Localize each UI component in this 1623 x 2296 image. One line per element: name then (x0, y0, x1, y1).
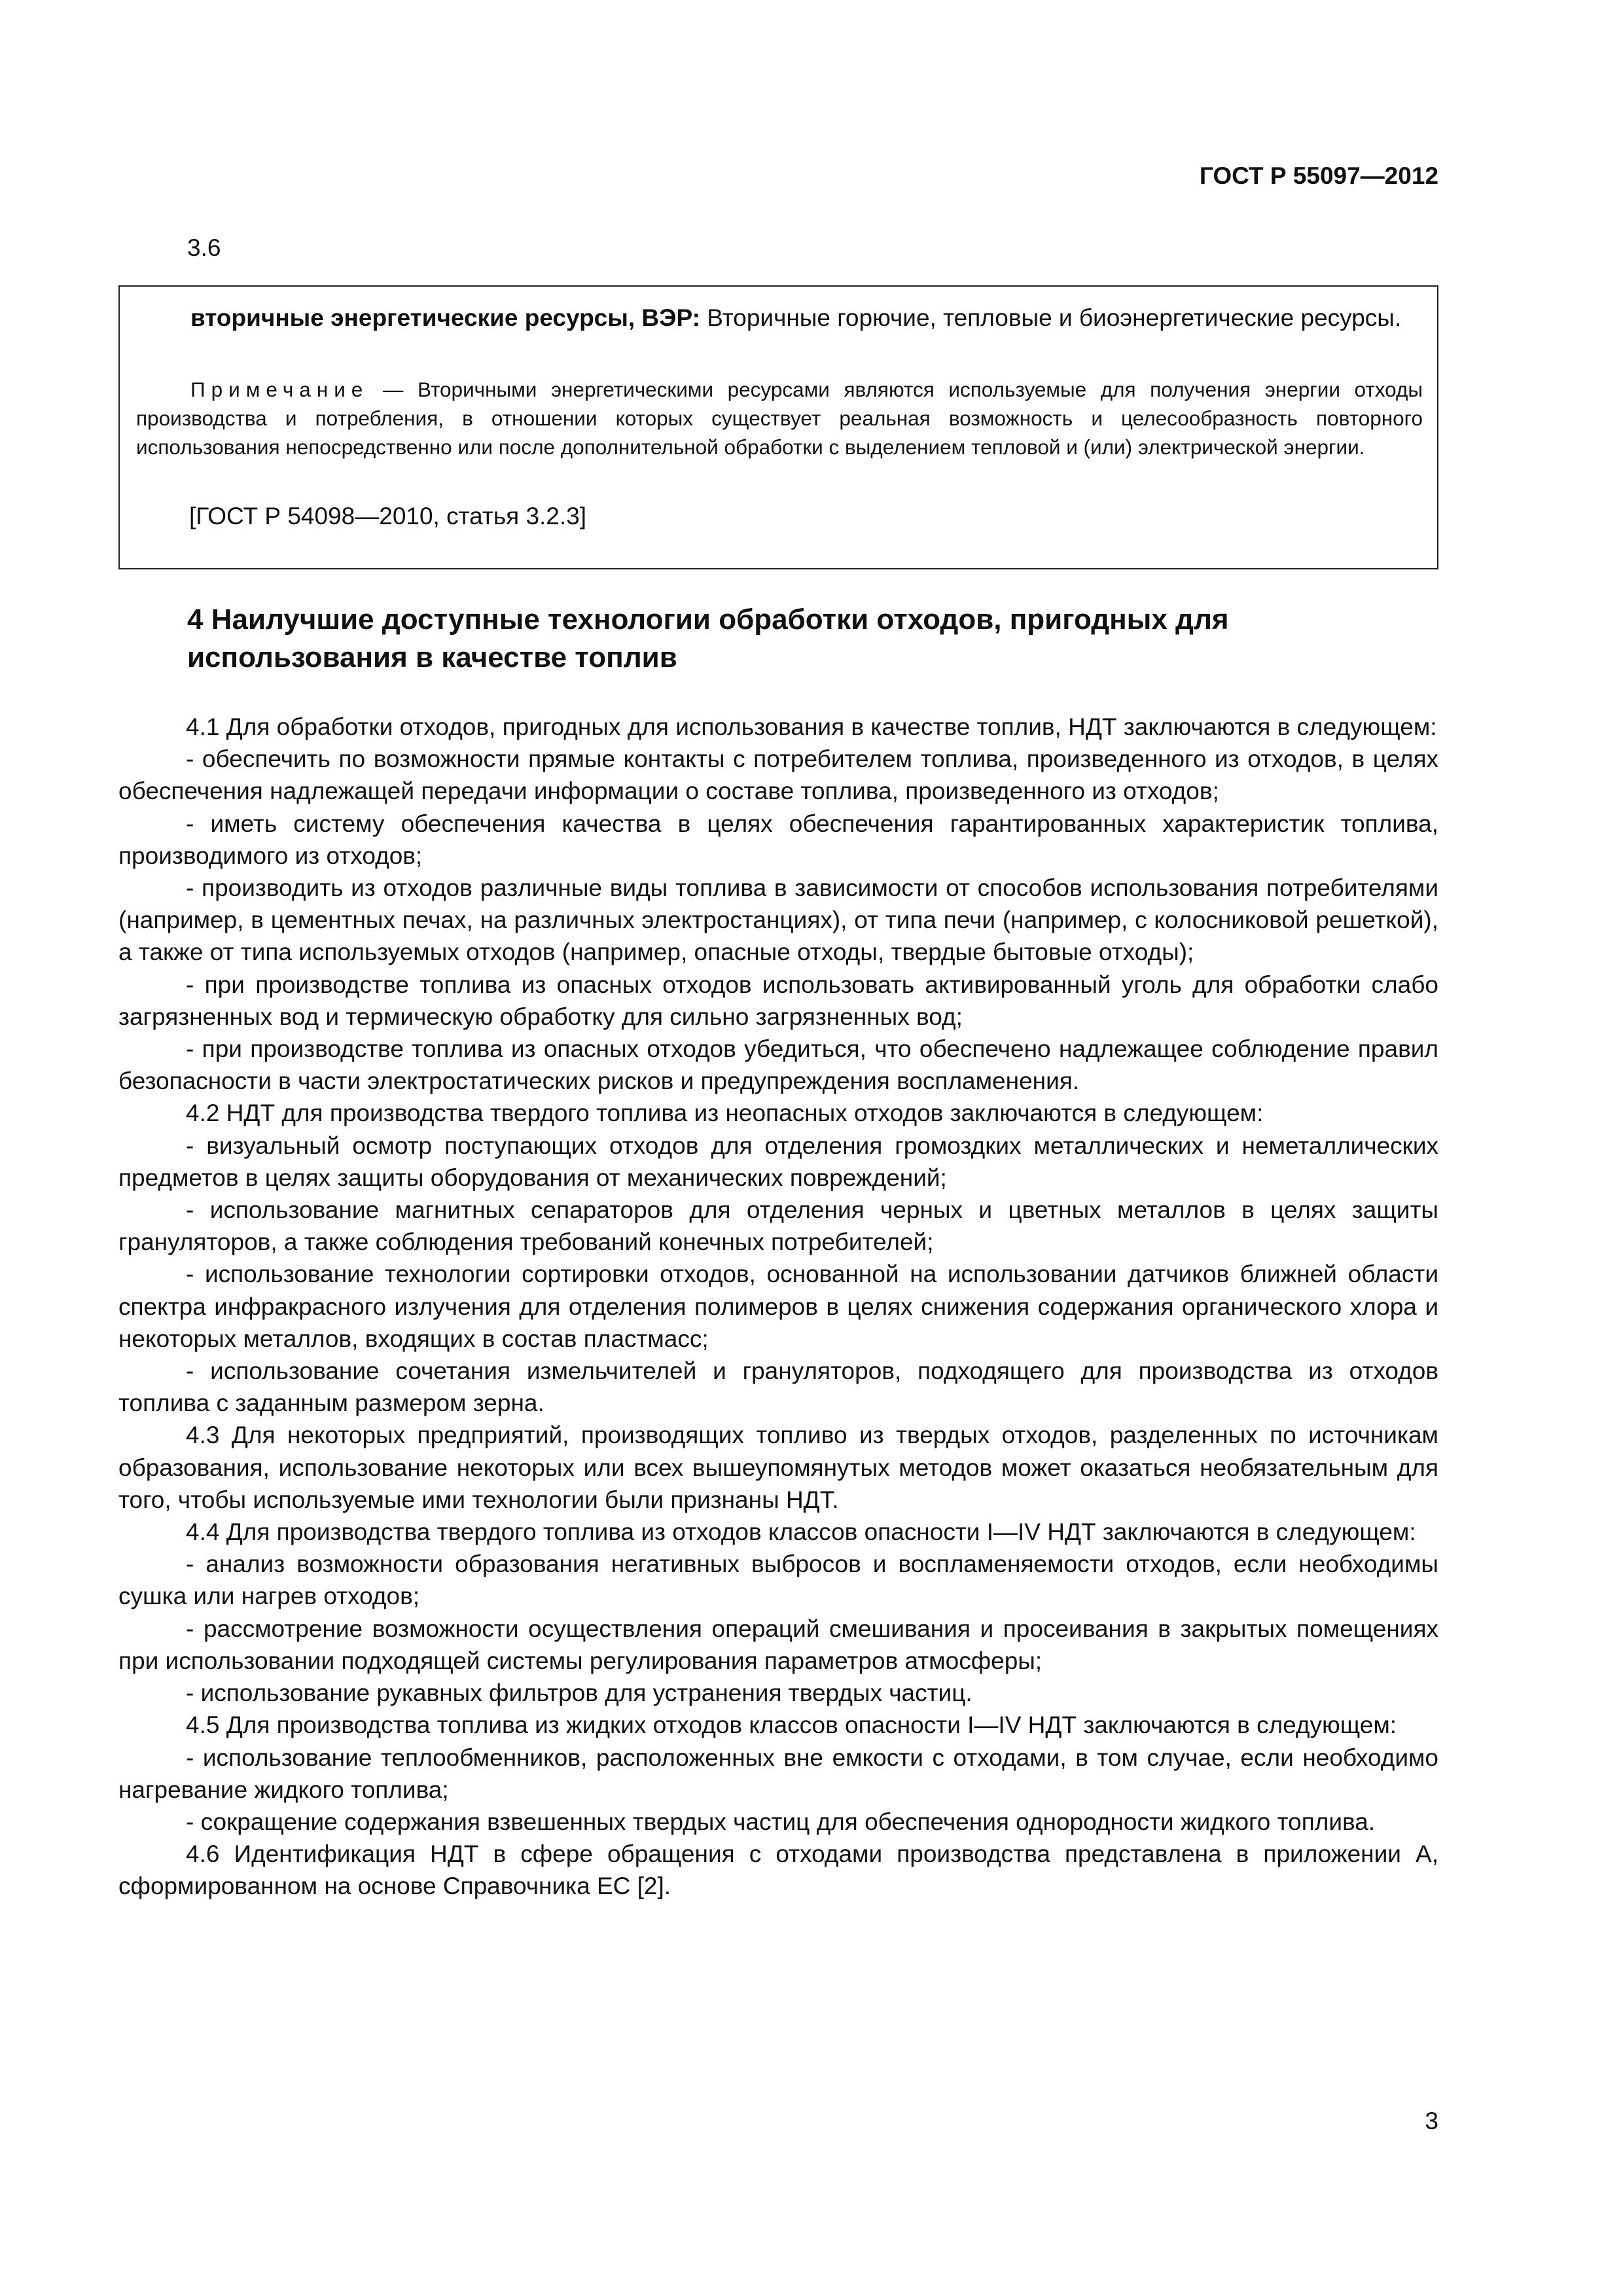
term-definition (120, 301, 1437, 335)
document-header: ГОСТ Р 55097—2012 (1199, 162, 1438, 189)
paragraph: 4.6 Идентификация НДТ в сфере обращения с отходами производства представлена в приложении А, сформированном на основе Справочника ЕС [2]. (118, 1840, 1438, 1900)
list-item: - визуальный осмотр поступающих отходов для отделения громоздких металлических и неметаллических предметов в целях защиты оборудования от механических повреждений; (118, 1132, 1438, 1191)
section-title: 4 Наилучшие доступные технологии обработки отходов, пригодных для использования в качестве топлив (187, 603, 1229, 673)
list-item: - при производстве топлива из опасных отходов убедиться, что обеспечено надлежащее соблюдение правил безопасности в части электростатических рисков и предупреждения воспламенения. (118, 1035, 1438, 1095)
note-label: Примечание (190, 378, 369, 401)
list-item: - иметь систему обеспечения качества в целях обеспечения гарантированных характеристик топлива, производимого из отходов; (118, 810, 1438, 869)
term-reference: [ГОСТ Р 54098—2010, статья 3.2.3] (189, 503, 587, 529)
list-item: - использование рукавных фильтров для устранения твердых частиц. (186, 1679, 972, 1707)
list-item: - использование теплообменников, расположенных вне емкости с отходами, в том случае, если необходимо нагревание жидкого топлива; (118, 1744, 1438, 1803)
list-item: - использование сочетания измельчителей и грануляторов, подходящего для производства из отходов топлива с заданным размером зерна. (118, 1357, 1438, 1417)
list-item: - анализ возможности образования негативных выбросов и воспламеняемости отходов, если необходимы сушка или нагрев отходов; (118, 1551, 1438, 1610)
list-item: - рассмотрение возможности осуществления операций смешивания и просеивания в закрытых помещениях при использовании подходящей системы регулирования параметров атмосферы; (118, 1615, 1438, 1674)
page-number: 3 (1425, 2108, 1438, 2134)
paragraph: 4.5 Для производства топлива из жидких отходов классов опасности I—IV НДТ заключаются в следующем: (186, 1712, 1397, 1739)
list-item: - при производстве топлива из опасных отходов использовать активированный уголь для обработки слабо загрязненных вод и термическую обработку для сильно загрязненных вод; (118, 971, 1438, 1030)
term-definition-text: Вторичные горючие, тепловые и биоэнергетические ресурсы. (707, 304, 1402, 331)
list-item: - использование магнитных сепараторов для отделения черных и цветных металлов в целях защиты грануляторов, а также соблюдения требований конечных потребителей; (118, 1196, 1438, 1256)
list-item: - обеспечить по возможности прямые контакты с потребителем топлива, произведенного из отходов, в целях обеспечения надлежащей передачи информации о составе топлива, произведенного из отходов; (118, 745, 1438, 805)
term-number: 3.6 (187, 234, 221, 261)
list-item: - сокращение содержания взвешенных твердых частиц для обеспечения однородности жидкого топлива. (186, 1808, 1376, 1835)
note-text: — Вторичными энергетическими ресурсами являются используемые для получения энергии отходы производства и потребления, в отношении которых существует реальная возможность и целесообразность повторного использования непосредственно или после дополнительной обработки с выделением тепловой и (или) электрической энергии. (136, 378, 1423, 459)
paragraph: 4.4 Для производства твердого топлива из отходов классов опасности I—IV НДТ заключаются в следующем: (186, 1518, 1416, 1546)
list-item: - использование технологии сортировки отходов, основанной на использовании датчиков ближней области спектра инфракрасного излучения для отделения полимеров в целях снижения содержания органического хлора и некоторых металлов, входящих в состав пластмасс; (118, 1261, 1438, 1352)
list-item: - производить из отходов различные виды топлива в зависимости от способов использования потребителями (например, в цементных печах, на различных электростанциях), от типа печи (например, с колосниковой решеткой), а также от типа используемых отходов (например, опасные отходы, твердые бытовые отходы); (118, 874, 1438, 966)
paragraph: 4.3 Для некоторых предприятий, производящих топливо из твердых отходов, разделенных по источникам образования, использование некоторых или всех вышеупомянутых методов может оказаться необязательным для того, чтобы используемые ими технологии были признаны НДТ. (118, 1422, 1438, 1513)
term-name: вторичные энергетические ресурсы, ВЭР: (190, 304, 700, 331)
section-body (118, 711, 1438, 1903)
term-box (118, 285, 1438, 569)
paragraph: 4.2 НДТ для производства твердого топлива из неопасных отходов заключаются в следующем: (186, 1100, 1264, 1127)
paragraph: 4.1 Для обработки отходов, пригодных для использования в качестве топлив, НДТ заключаются в следующем: (186, 713, 1437, 740)
term-note (120, 375, 1437, 461)
